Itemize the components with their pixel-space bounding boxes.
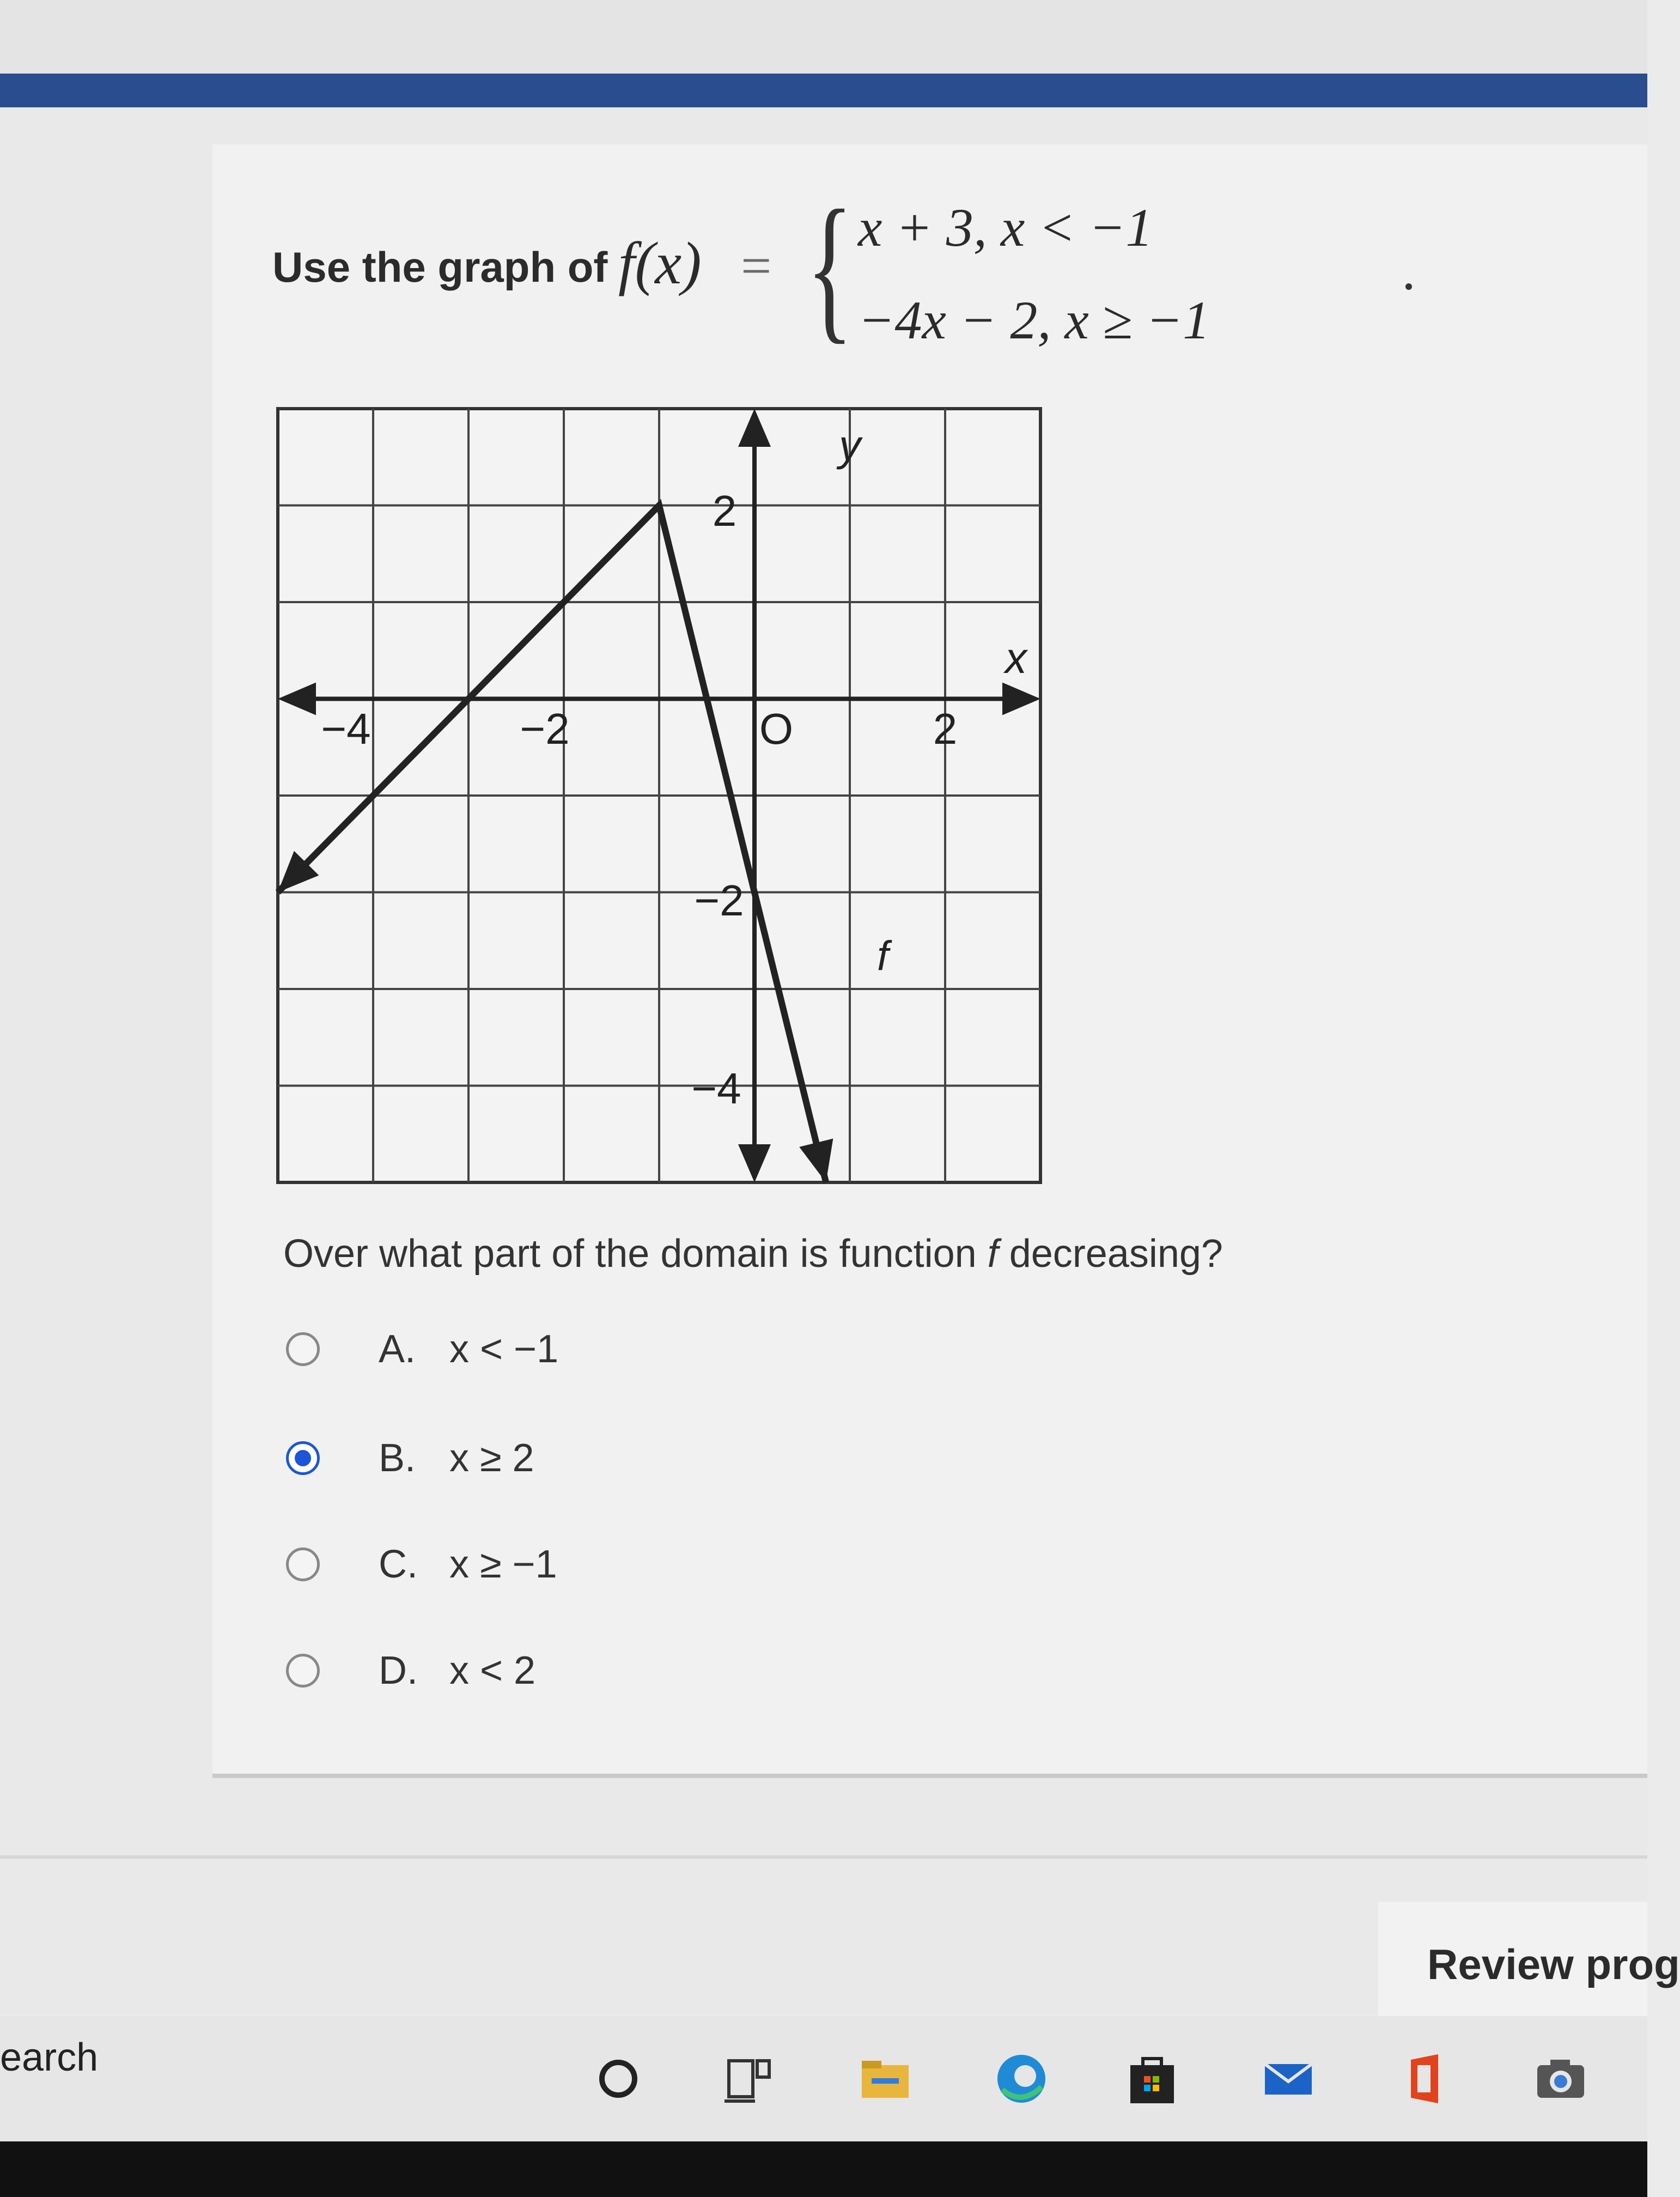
option-c-radio[interactable] xyxy=(286,1547,320,1581)
footer-divider xyxy=(0,1855,1647,1859)
option-b[interactable] xyxy=(286,1430,776,1490)
office-icon[interactable] xyxy=(1395,2049,1454,2109)
function-label: f xyxy=(877,933,889,979)
browser-top-strip xyxy=(0,0,1647,74)
graph-grid xyxy=(278,409,1040,1182)
y-axis-label: y xyxy=(839,421,861,470)
option-b-letter: B. xyxy=(379,1436,416,1480)
store-icon[interactable] xyxy=(1122,2049,1182,2109)
x-tick-neg4: −4 xyxy=(321,705,371,753)
edge-icon[interactable] xyxy=(991,2049,1051,2109)
question-text-after: decreasing? xyxy=(1009,1232,1223,1276)
option-a[interactable] xyxy=(286,1321,776,1381)
x-tick-origin: O xyxy=(759,705,794,753)
option-c-letter: C. xyxy=(379,1543,418,1586)
screen-bezel xyxy=(0,2141,1647,2197)
piecewise-brace: { xyxy=(806,177,854,357)
option-d-letter: D. xyxy=(379,1649,418,1692)
option-a-radio[interactable] xyxy=(286,1332,320,1366)
x-tick-2: 2 xyxy=(933,705,958,753)
option-a-letter: A. xyxy=(379,1327,416,1371)
x-tick-neg2: −2 xyxy=(520,705,570,753)
option-c[interactable] xyxy=(286,1537,776,1597)
task-view-icon[interactable] xyxy=(719,2049,779,2109)
function-graph xyxy=(272,403,1046,1188)
review-progress-label: Review prog xyxy=(1427,1940,1680,1988)
taskbar-search-text[interactable]: earch xyxy=(0,2036,99,2079)
question-function-var: f xyxy=(987,1232,999,1276)
header-bar xyxy=(0,74,1647,107)
piecewise-case-1: x + 3, x < −1 xyxy=(858,197,1153,258)
option-d-text: x < 2 xyxy=(449,1649,536,1692)
decreasing-question xyxy=(283,1231,1223,1276)
equals-sign: = xyxy=(741,235,772,296)
piecewise-case-2: −4x − 2, x ≥ −1 xyxy=(858,290,1210,350)
review-progress-button[interactable] xyxy=(1378,1902,1680,2025)
option-a-text: x < −1 xyxy=(449,1327,559,1371)
question-prefix: Use the graph of xyxy=(272,243,608,291)
camera-icon[interactable] xyxy=(1531,2049,1591,2109)
y-tick-neg4: −4 xyxy=(691,1064,741,1113)
function-name: f(x) xyxy=(618,230,702,296)
option-b-text: x ≥ 2 xyxy=(449,1436,534,1480)
mail-icon[interactable] xyxy=(1258,2049,1318,2109)
y-tick-2: 2 xyxy=(712,487,737,535)
question-text-before: Over what part of the domain is function xyxy=(283,1232,977,1276)
option-d-radio[interactable] xyxy=(286,1654,320,1688)
period-dot xyxy=(1405,283,1412,290)
y-tick-neg2: −2 xyxy=(694,876,744,925)
option-c-text: x ≥ −1 xyxy=(449,1543,557,1586)
file-explorer-icon[interactable] xyxy=(855,2049,915,2109)
option-b-radio[interactable] xyxy=(286,1441,320,1475)
cortana-circle-icon[interactable] xyxy=(588,2049,648,2109)
option-d[interactable] xyxy=(286,1643,776,1703)
x-axis-label: x xyxy=(1005,634,1027,682)
